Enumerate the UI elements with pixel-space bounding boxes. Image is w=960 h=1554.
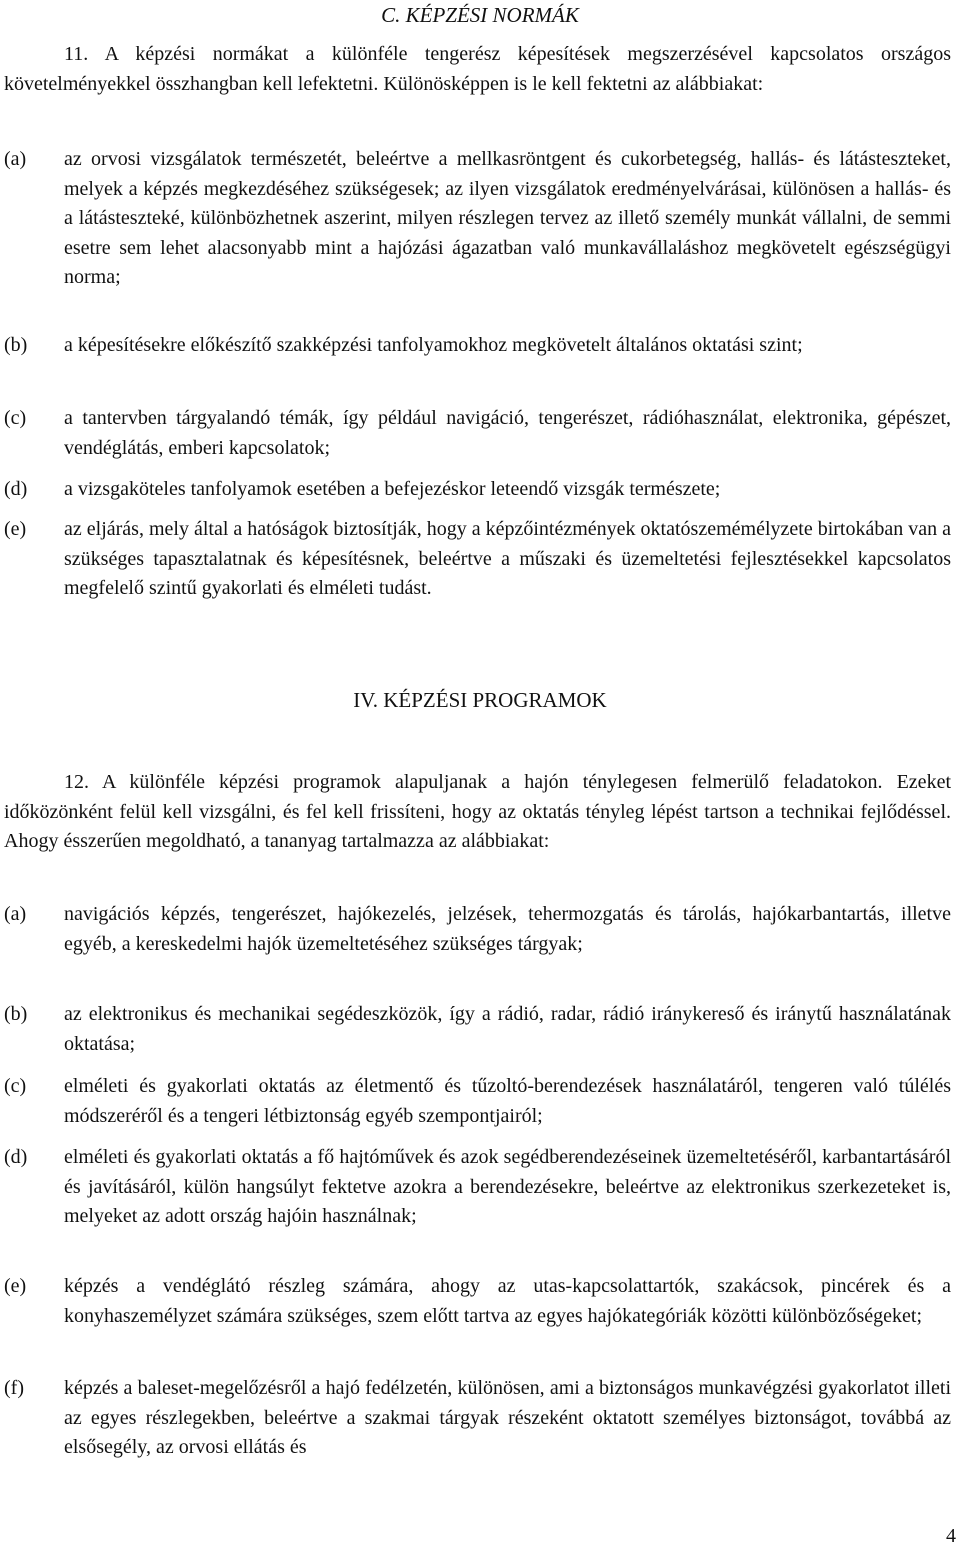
list-item-label: (e) — [4, 1275, 27, 1297]
list-item-text: az eljárás, mely által a hatóságok biztosítják, hogy a képzőintézmények oktatószemémélyzete birtokában van a szükséges tapasztalatnak és képesítésnek, beleértve a műszaki és üzemeltetési fejlesztésekkel kapcsolatos megfelelő szintű gyakorlati és elméleti tudást. — [64, 518, 951, 599]
list-item-label: (f) — [4, 1377, 24, 1399]
paragraph-12-text: 12. A különféle képzési programok alapuljanak a hajón ténylegesen felmerülő feladatokon. Ezeket időközönként felül kell vizsgálni, és fel kell frissíteni, hogy az oktatás tényleg lépést tartson a technikai fejlődéssel. Ahogy ésszerűen megoldható, a tananyag tartalmazza az alábbiakat: — [4, 771, 951, 852]
list-item-a — [4, 145, 951, 293]
paragraph-11 — [4, 40, 951, 99]
page-number: 4 — [946, 1525, 956, 1547]
section-title-c: C. KÉPZÉSI NORMÁK — [381, 3, 579, 27]
list-item-text: az elektronikus és mechanikai segédeszközök, így a rádió, radar, rádió iránykereső és iránytű használatának oktatása; — [64, 1003, 951, 1055]
list-item-label: (e) — [4, 518, 27, 540]
list-item-label: (b) — [4, 1003, 28, 1025]
paragraph-12 — [4, 768, 951, 857]
program-item-b — [4, 1000, 951, 1059]
list-item-text: a vizsgaköteles tanfolyamok esetében a befejezéskor leteendő vizsgák természete; — [64, 478, 721, 500]
list-item-label: (b) — [4, 334, 28, 356]
list-item-c — [4, 404, 951, 463]
list-item-text: elméleti és gyakorlati oktatás a fő hajtóművek és azok segédberendezéseinek üzemeltetéséről, karbantartásáról és javításáról, külön hangsúlyt fektetve azokra a berendezésekre, beleértve az elektronikus szerkezeteket is, melyeket az adott ország hajóin használnak; — [64, 1146, 951, 1227]
list-item-label: (d) — [4, 1146, 28, 1168]
list-item-text: a tantervben tárgyalandó témák, így például navigáció, tengerészet, rádióhasználat, elektronika, gépészet, vendéglátás, emberi kapcsolatok; — [64, 407, 951, 459]
program-item-c — [4, 1072, 951, 1131]
list-item-text: képzés a vendéglátó részleg számára, ahogy az utas-kapcsolattartók, szakácsok, pincérek és a konyhaszemélyzet számára szükséges, szem előtt tartva az egyes hajókategóriák közötti különbözőségeket; — [64, 1275, 951, 1327]
list-item-d — [4, 475, 951, 505]
list-item-label: (c) — [4, 407, 27, 429]
list-item-e — [4, 515, 951, 604]
list-item-label: (d) — [4, 478, 28, 500]
paragraph-11-text: 11. A képzési normákat a különféle tengerész képesítések megszerzésével kapcsolatos országos követelményekkel összhangban kell lefektetni. Különösképpen is le kell fektetni az alábbiakat: — [4, 43, 951, 95]
list-item-text: a képesítésekre előkészítő szakképzési tanfolyamokhoz megkövetelt általános oktatási szint; — [64, 334, 803, 356]
list-item-label: (c) — [4, 1075, 27, 1097]
section-title-iv: IV. KÉPZÉSI PROGRAMOK — [353, 688, 607, 712]
program-item-d — [4, 1143, 951, 1232]
list-item-text: képzés a baleset-megelőzésről a hajó fedélzetén, különösen, ami a biztonságos munkavégzési gyakorlatot illeti az egyes részlegekben, beleértve a szakmai tárgyak részeként oktatott személyes biztonságot, továbbá az elsősegély, az orvosi ellátás és — [64, 1377, 951, 1458]
list-item-text: navigációs képzés, tengerészet, hajókezelés, jelzések, tehermozgatás és tárolás, hajókarbantartás, illetve egyéb, a kereskedelmi hajók üzemeltetéséhez szükséges tárgyak; — [64, 903, 951, 955]
program-item-e — [4, 1272, 951, 1331]
list-item-b — [4, 331, 951, 361]
list-item-label: (a) — [4, 148, 27, 170]
list-item-text: az orvosi vizsgálatok természetét, beleértve a mellkasröntgent és cukorbetegség, hallás- és látásteszteket, melyek a képzés megkezdéséhez szükségesek; az ilyen vizsgálatok eredményelvárásai, különösen a hallás- és a látásteszteké, különbözhetnek aszerint, milyen részlegen tervez az illető személy munkát vállalni, de semmi esetre sem lehet alacsonyabb mint a hajózási ágazatban való munkavállaláshoz megkövetelt egészségügyi norma; — [64, 148, 951, 288]
program-item-a — [4, 900, 951, 959]
program-item-f — [4, 1374, 951, 1463]
list-item-text: elméleti és gyakorlati oktatás az életmentő és tűzoltó-berendezések használatáról, tengeren való túlélés módszeréről és a tengeri létbiztonság egyéb szempontjairól; — [64, 1075, 951, 1127]
list-item-label: (a) — [4, 903, 27, 925]
